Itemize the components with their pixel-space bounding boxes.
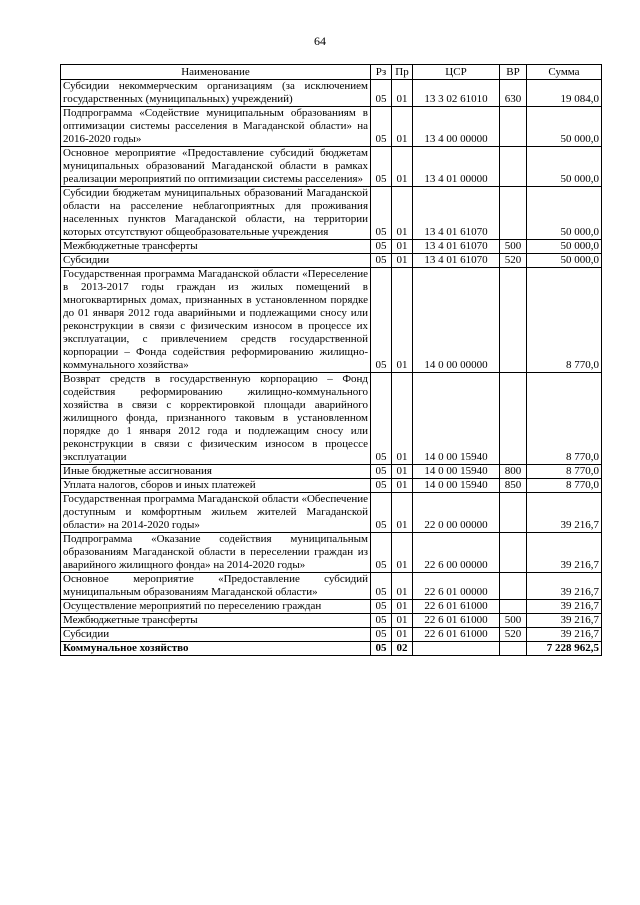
row-pr: 01 xyxy=(392,240,413,254)
row-pr: 01 xyxy=(392,573,413,600)
row-name: Основное мероприятие «Предоставление субсидий муниципальным образованиям Магаданской области» xyxy=(61,573,371,600)
row-sum: 8 770,0 xyxy=(527,479,602,493)
row-rz: 05 xyxy=(371,479,392,493)
row-pr: 01 xyxy=(392,373,413,465)
row-name: Подпрограмма «Оказание содействия муниципальным образованиям Магаданской области в переселении граждан из аварийного жилищного фонда» на 2014-2020 годы» xyxy=(61,533,371,573)
row-vr: 520 xyxy=(500,254,527,268)
row-pr: 01 xyxy=(392,80,413,107)
row-rz: 05 xyxy=(371,373,392,465)
row-sum: 8 770,0 xyxy=(527,465,602,479)
row-name: Государственная программа Магаданской области «Переселение в 2013-2017 годы граждан из жилых помещений в многоквартирных домах, признанных в установленном порядке до 01 января 2012 года аварийными и подлежащими сносу или реконструкции в связи с физическим износом в процессе их эксплуатации, с привлечением средств государственной корпорации – Фонда содействия реформированию жилищно-коммунального хозяйства» xyxy=(61,268,371,373)
row-rz: 05 xyxy=(371,80,392,107)
row-vr: 500 xyxy=(500,614,527,628)
budget-table xyxy=(60,64,602,656)
row-vr: 850 xyxy=(500,479,527,493)
table-row xyxy=(61,254,602,268)
row-pr: 01 xyxy=(392,493,413,533)
row-rz: 05 xyxy=(371,465,392,479)
row-sum: 39 216,7 xyxy=(527,600,602,614)
row-vr: 800 xyxy=(500,465,527,479)
table-row xyxy=(61,240,602,254)
header-name: Наименование xyxy=(61,65,371,80)
table-row xyxy=(61,628,602,642)
row-vr xyxy=(500,573,527,600)
row-pr: 01 xyxy=(392,254,413,268)
row-rz: 05 xyxy=(371,107,392,147)
header-vr: ВР xyxy=(500,65,527,80)
row-pr: 01 xyxy=(392,147,413,187)
row-pr: 01 xyxy=(392,533,413,573)
row-csr: 22 6 01 61000 xyxy=(413,614,500,628)
table-row xyxy=(61,479,602,493)
row-name: Субсидии бюджетам муниципальных образований Магаданской области на расселение неблагоприятных для проживания населенных пунктов Магаданской области, на территории которых отсутствуют общеобразовательные учреждения xyxy=(61,187,371,240)
table-row xyxy=(61,107,602,147)
row-pr: 01 xyxy=(392,465,413,479)
row-name: Субсидии некоммерческим организациям (за исключением государственных (муниципальных) учреждений) xyxy=(61,80,371,107)
row-csr: 22 6 01 00000 xyxy=(413,573,500,600)
row-rz: 05 xyxy=(371,533,392,573)
row-sum: 39 216,7 xyxy=(527,628,602,642)
row-sum: 39 216,7 xyxy=(527,614,602,628)
row-pr: 01 xyxy=(392,268,413,373)
table-row xyxy=(61,465,602,479)
page-number: 64 xyxy=(314,34,326,48)
row-csr: 13 4 01 61070 xyxy=(413,187,500,240)
row-name: Осуществление мероприятий по переселению граждан xyxy=(61,600,371,614)
row-vr: 630 xyxy=(500,80,527,107)
row-pr: 01 xyxy=(392,600,413,614)
row-sum: 7 228 962,5 xyxy=(527,642,602,656)
row-sum: 50 000,0 xyxy=(527,240,602,254)
row-csr: 14 0 00 15940 xyxy=(413,373,500,465)
row-rz: 05 xyxy=(371,642,392,656)
header-pr: Пр xyxy=(392,65,413,80)
row-vr: 500 xyxy=(500,240,527,254)
row-rz: 05 xyxy=(371,600,392,614)
row-csr: 13 4 01 00000 xyxy=(413,147,500,187)
row-csr: 14 0 00 15940 xyxy=(413,465,500,479)
row-csr: 22 6 00 00000 xyxy=(413,533,500,573)
header-csr: ЦСР xyxy=(413,65,500,80)
row-csr: 22 6 01 61000 xyxy=(413,628,500,642)
row-pr: 01 xyxy=(392,614,413,628)
row-pr: 01 xyxy=(392,479,413,493)
row-name: Межбюджетные трансферты xyxy=(61,240,371,254)
row-pr: 01 xyxy=(392,628,413,642)
row-name: Субсидии xyxy=(61,628,371,642)
table-row xyxy=(61,642,602,656)
row-name: Основное мероприятие «Предоставление субсидий бюджетам муниципальных образований Магаданской области в рамках реализации мероприятий по оптимизации системы расселения» xyxy=(61,147,371,187)
table-row xyxy=(61,187,602,240)
row-csr: 13 4 01 61070 xyxy=(413,240,500,254)
header-rz: Рз xyxy=(371,65,392,80)
row-vr xyxy=(500,107,527,147)
table-row xyxy=(61,268,602,373)
row-vr: 520 xyxy=(500,628,527,642)
row-vr xyxy=(500,268,527,373)
row-csr: 22 0 00 00000 xyxy=(413,493,500,533)
row-sum: 39 216,7 xyxy=(527,573,602,600)
row-name: Возврат средств в государственную корпорацию – Фонд содействия реформированию жилищно-коммунального хозяйства в связи с корректировкой площади аварийного жилищного фонда, признанного таковым в установленном порядке до 1 января 2012 года и подлежащим сносу или реконструкции в связи с физическим износом в процессе эксплуатации xyxy=(61,373,371,465)
header-sum: Сумма xyxy=(527,65,602,80)
row-rz: 05 xyxy=(371,187,392,240)
row-rz: 05 xyxy=(371,493,392,533)
row-rz: 05 xyxy=(371,268,392,373)
row-vr xyxy=(500,187,527,240)
row-sum: 50 000,0 xyxy=(527,254,602,268)
table-row xyxy=(61,493,602,533)
row-rz: 05 xyxy=(371,628,392,642)
table-row xyxy=(61,600,602,614)
row-sum: 8 770,0 xyxy=(527,373,602,465)
table-row xyxy=(61,614,602,628)
row-vr xyxy=(500,493,527,533)
row-csr: 13 3 02 61010 xyxy=(413,80,500,107)
row-vr xyxy=(500,642,527,656)
row-pr: 02 xyxy=(392,642,413,656)
row-rz: 05 xyxy=(371,614,392,628)
row-sum: 39 216,7 xyxy=(527,533,602,573)
row-sum: 8 770,0 xyxy=(527,268,602,373)
row-vr xyxy=(500,533,527,573)
row-pr: 01 xyxy=(392,107,413,147)
row-vr xyxy=(500,600,527,614)
row-vr xyxy=(500,373,527,465)
row-name: Межбюджетные трансферты xyxy=(61,614,371,628)
row-name: Коммунальное хозяйство xyxy=(61,642,371,656)
row-csr: 13 4 01 61070 xyxy=(413,254,500,268)
row-rz: 05 xyxy=(371,573,392,600)
header-row xyxy=(61,65,602,80)
row-rz: 05 xyxy=(371,254,392,268)
row-rz: 05 xyxy=(371,240,392,254)
row-csr: 13 4 00 00000 xyxy=(413,107,500,147)
row-vr xyxy=(500,147,527,187)
row-name: Государственная программа Магаданской области «Обеспечение доступным и комфортным жильем жителей Магаданской области» на 2014-2020 годы» xyxy=(61,493,371,533)
table-row xyxy=(61,373,602,465)
row-csr: 14 0 00 00000 xyxy=(413,268,500,373)
row-csr: 14 0 00 15940 xyxy=(413,479,500,493)
row-sum: 19 084,0 xyxy=(527,80,602,107)
table-row xyxy=(61,80,602,107)
row-csr xyxy=(413,642,500,656)
row-sum: 39 216,7 xyxy=(527,493,602,533)
row-rz: 05 xyxy=(371,147,392,187)
row-sum: 50 000,0 xyxy=(527,107,602,147)
row-sum: 50 000,0 xyxy=(527,187,602,240)
row-csr: 22 6 01 61000 xyxy=(413,600,500,614)
row-pr: 01 xyxy=(392,187,413,240)
row-sum: 50 000,0 xyxy=(527,147,602,187)
table-row xyxy=(61,533,602,573)
row-name: Субсидии xyxy=(61,254,371,268)
row-name: Подпрограмма «Содействие муниципальным образованиям в оптимизации системы расселения в Магаданской области» на 2016-2020 годы» xyxy=(61,107,371,147)
table-row xyxy=(61,147,602,187)
row-name: Иные бюджетные ассигнования xyxy=(61,465,371,479)
row-name: Уплата налогов, сборов и иных платежей xyxy=(61,479,371,493)
table-row xyxy=(61,573,602,600)
